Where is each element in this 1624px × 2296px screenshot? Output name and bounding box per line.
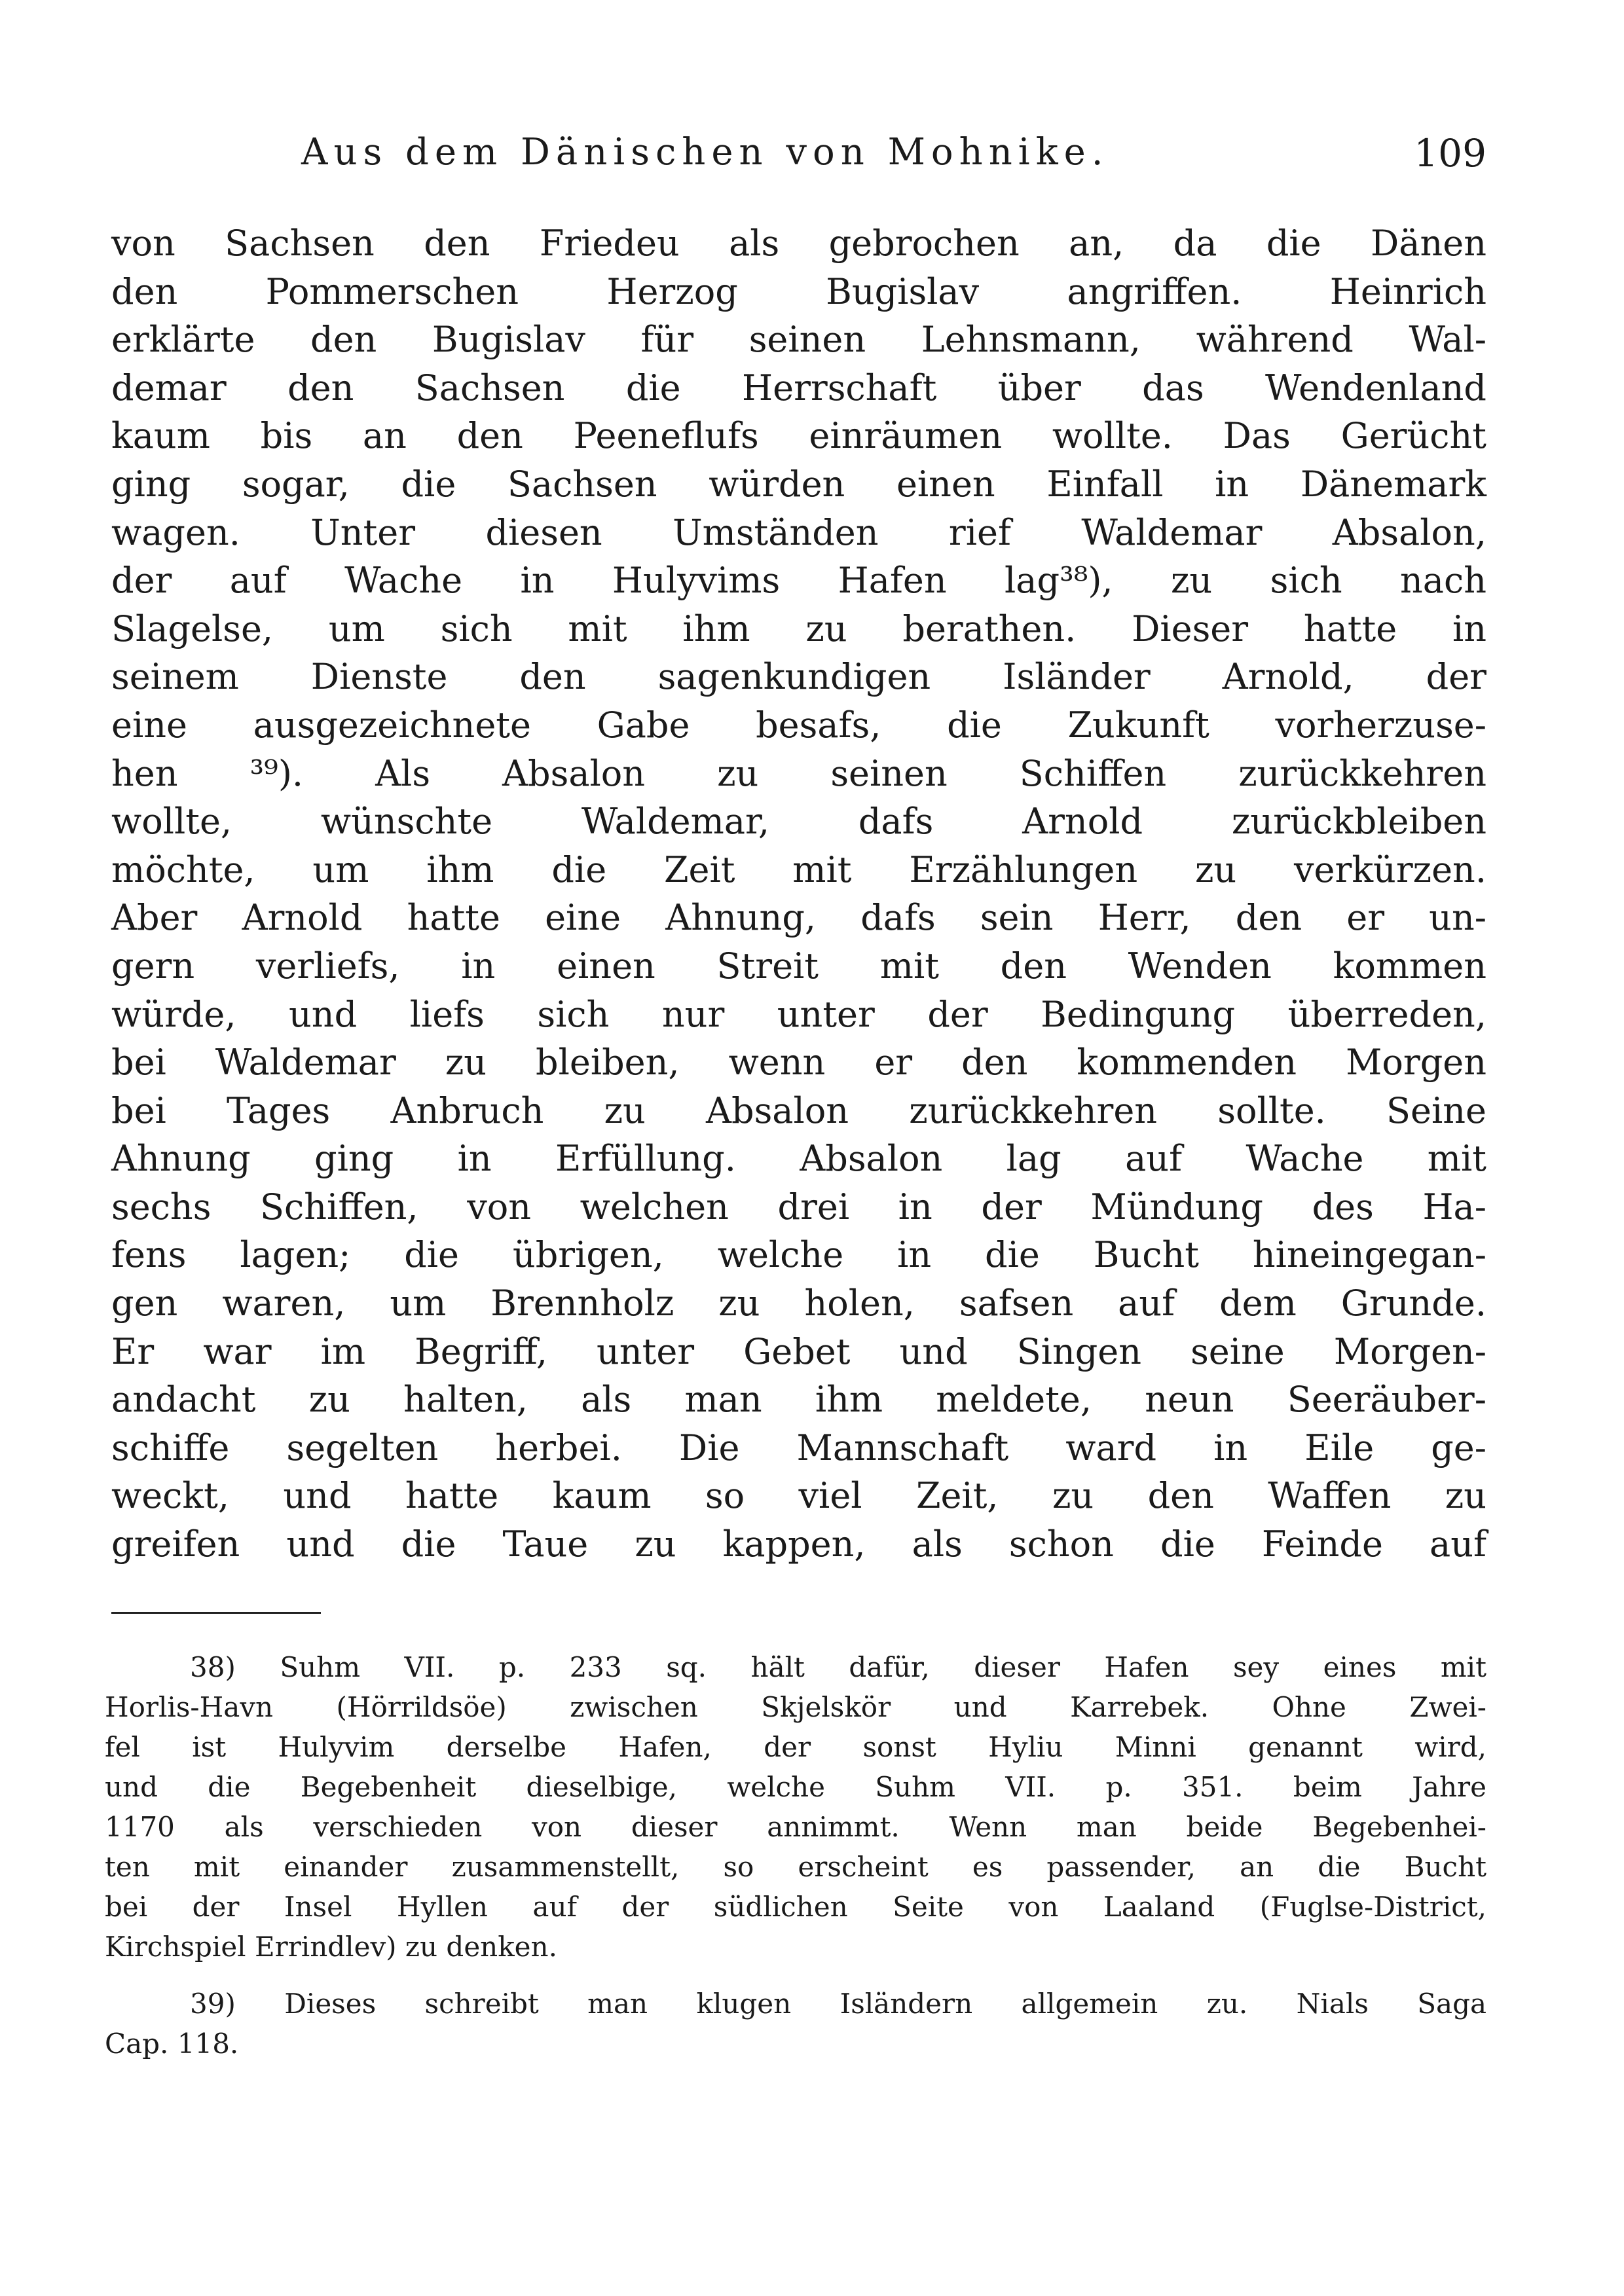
footnote-separator-rule	[111, 1612, 321, 1614]
text-line: Aber Arnold hatte eine Ahnung, dafs sein Herr, den er un-	[111, 897, 1486, 939]
text-line: gern verliefs, in einen Streit mit den Wenden kommen	[111, 945, 1486, 987]
text-line: kaum bis an den Peeneflufs einräumen wollte. Das Gerücht	[111, 415, 1486, 457]
running-head: Aus dem Dänischen von Mohnike.	[301, 131, 1109, 173]
text-line: ging sogar, die Sachsen würden einen Einfall in Dänemark	[111, 463, 1486, 505]
page-header	[111, 131, 1486, 190]
text-line: den Pommerschen Herzog Bugislav angriffen. Heinrich	[111, 270, 1486, 312]
text-line: seinem Dienste den sagenkundigen Isländer Arnold, der	[111, 656, 1486, 698]
text-line: schiffe segelten herbei. Die Mannschaft ward in Eile ge-	[111, 1427, 1486, 1468]
text-line: bei Waldemar zu bleiben, wenn er den kommenden Morgen	[111, 1042, 1486, 1084]
footnote-line: Kirchspiel Errindlev) zu denken.	[105, 1931, 557, 1963]
text-line: hen ³⁹). Als Absalon zu seinen Schiffen zurückkehren	[111, 752, 1486, 794]
page-number: 109	[1414, 131, 1486, 175]
footnote-line: 38) Suhm VII. p. 233 sq. hält dafür, dieser Hafen sey eines mit	[190, 1651, 1486, 1683]
text-line: möchte, um ihm die Zeit mit Erzählungen zu verkürzen.	[111, 848, 1486, 890]
footnote-line: bei der Insel Hyllen auf der südlichen Seite von Laaland (Fuglse-District,	[105, 1891, 1486, 1923]
text-line: der auf Wache in Hulyvims Hafen lag³⁸), zu sich nach	[111, 560, 1486, 602]
text-line: fens lagen; die übrigen, welche in die Bucht hineingegan-	[111, 1234, 1486, 1276]
footnote-gap	[105, 1967, 1486, 1984]
text-line: bei Tages Anbruch zu Absalon zurückkehren sollte. Seine	[111, 1089, 1486, 1131]
footnote-39	[105, 1984, 1486, 2064]
text-line: Ahnung ging in Erfüllung. Absalon lag auf Wache mit	[111, 1138, 1486, 1180]
footnote-line: Cap. 118.	[105, 2028, 239, 2060]
text-line: wollte, wünschte Waldemar, dafs Arnold zurückbleiben	[111, 801, 1486, 843]
text-line: wagen. Unter diesen Umständen rief Waldemar Absalon,	[111, 511, 1486, 553]
text-line: gen waren, um Brennholz zu holen, safsen auf dem Grunde.	[111, 1283, 1486, 1324]
footnote-line: ten mit einander zusammenstellt, so erscheint es passender, an die Bucht	[105, 1851, 1486, 1883]
text-line: Slagelse, um sich mit ihm zu berathen. Dieser hatte in	[111, 608, 1486, 649]
text-line: greifen und die Taue zu kappen, als schon die Feinde auf	[111, 1523, 1486, 1565]
main-text	[111, 219, 1486, 1569]
footnote-line: und die Begebenheit dieselbige, welche Suhm VII. p. 351. beim Jahre	[105, 1771, 1486, 1803]
text-line: weckt, und hatte kaum so viel Zeit, zu den Waffen zu	[111, 1475, 1486, 1517]
text-line: Er war im Begriff, unter Gebet und Singen seine Morgen-	[111, 1330, 1486, 1372]
footnote-line: Horlis-Havn (Hörrildsöe) zwischen Skjelskör und Karrebek. Ohne Zwei-	[105, 1691, 1486, 1723]
text-line: sechs Schiffen, von welchen drei in der Mündung des Ha-	[111, 1186, 1486, 1228]
text-line: demar den Sachsen die Herrschaft über das Wendenland	[111, 367, 1486, 409]
text-line: von Sachsen den Friedeu als gebrochen an, da die Dänen	[111, 223, 1486, 264]
footnote-line: 39) Dieses schreibt man klugen Isländern allgemein zu. Nials Saga	[190, 1988, 1486, 2020]
footnotes	[105, 1647, 1486, 2064]
text-line: andacht zu halten, als man ihm meldete, neun Seeräuber-	[111, 1379, 1486, 1421]
footnote-line: 1170 als verschieden von dieser annimmt. Wenn man beide Begebenhei-	[105, 1811, 1486, 1843]
text-line: würde, und liefs sich nur unter der Bedingung überreden,	[111, 993, 1486, 1035]
footnote-line: fel ist Hulyvim derselbe Hafen, der sonst Hyliu Minni genannt wird,	[105, 1731, 1486, 1763]
text-line: erklärte den Bugislav für seinen Lehnsmann, während Wal-	[111, 319, 1486, 361]
text-line: eine ausgezeichnete Gabe besafs, die Zukunft vorherzuse-	[111, 704, 1486, 746]
footnote-38	[105, 1647, 1486, 1967]
